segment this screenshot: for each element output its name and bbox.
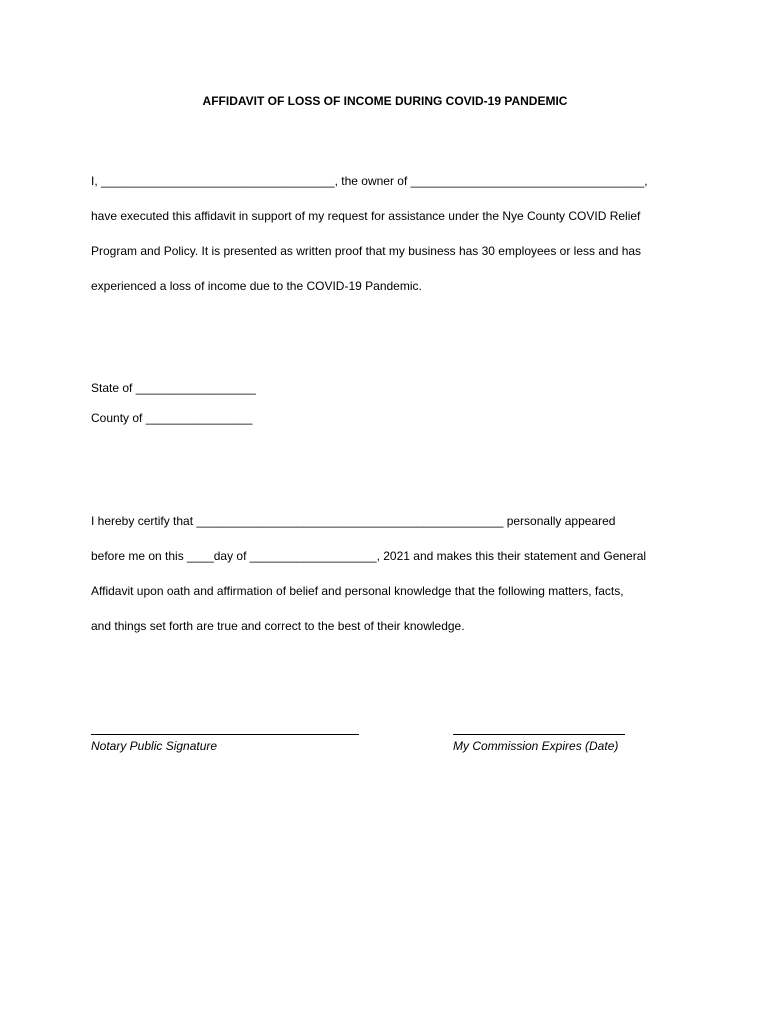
paragraph-line: have executed this affidavit in support of my request for assistance under the Nye County COVID Relief — [91, 209, 641, 223]
commission-expires-label: My Commission Expires (Date) — [453, 739, 619, 753]
certify-line: I hereby certify that ______________________________________________ personally appeared — [91, 514, 616, 528]
paragraph-line: Program and Policy. It is presented as written proof that my business has 30 employees or less and has — [91, 244, 642, 258]
notary-signature-rule — [91, 734, 359, 735]
state-line: State of __________________ — [91, 381, 256, 395]
paragraph-line: before me on this ____day of ___________________, 2021 and makes this their statement and General — [91, 549, 647, 563]
paragraph-line: Affidavit upon oath and affirmation of belief and personal knowledge that the following matters, facts, — [91, 584, 624, 598]
owner-line: I, ___________________________________, the owner of ___________________________________, — [91, 174, 648, 188]
county-line: County of ________________ — [91, 411, 253, 425]
commission-date-rule — [453, 734, 625, 735]
paragraph-line: and things set forth are true and correct to the best of their knowledge. — [91, 619, 465, 633]
paragraph-line: experienced a loss of income due to the COVID-19 Pandemic. — [91, 279, 422, 293]
notary-signature-label: Notary Public Signature — [91, 739, 218, 753]
document-title: AFFIDAVIT OF LOSS OF INCOME DURING COVID-19 PANDEMIC — [202, 94, 568, 108]
